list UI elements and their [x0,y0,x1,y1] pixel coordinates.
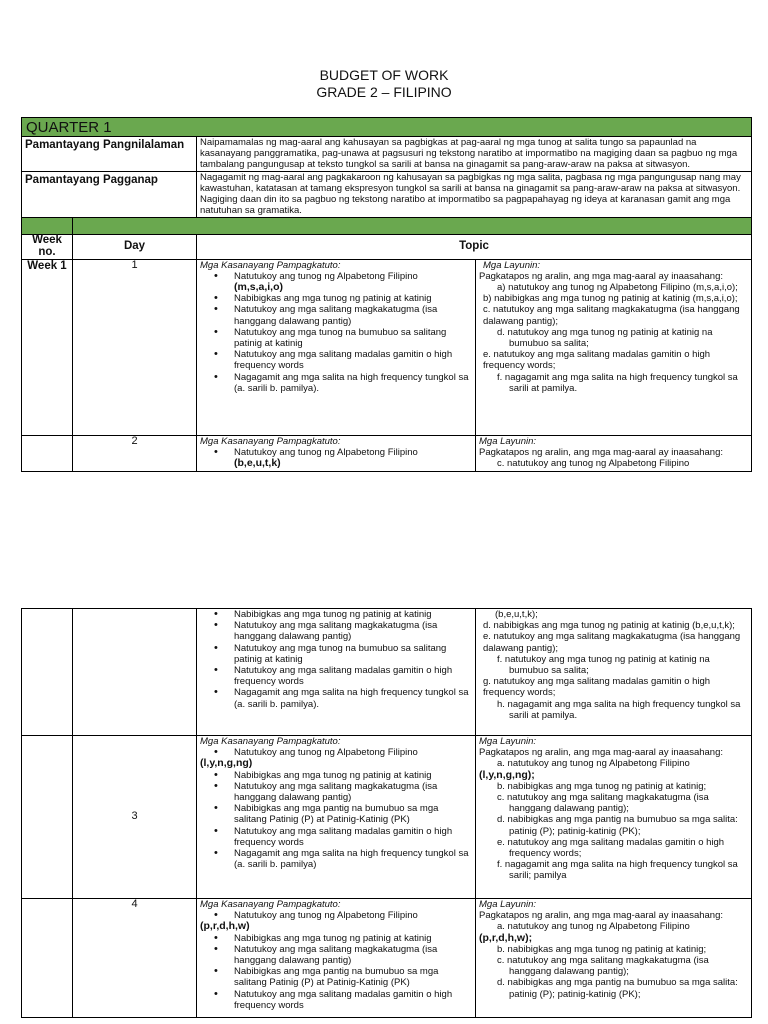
letters-label: (p,r,d,h,w) [200,920,250,933]
competency-item: • Natutukoy ang mga salitang magkakatugma (isa hanggang dalawang pantig) [234,944,472,966]
competency-item: • Natutukoy ang mga tunog na bumubuo sa salitang patinig at katinig [234,643,472,665]
objectives-cell [476,435,752,471]
quarter-label: QUARTER 1 [22,118,752,137]
objectives-intro: Pagkatapos ng aralin, ang mga mag-aaral ay inaasahang: [479,910,723,922]
letters-label: (m,s,a,i,o) [234,281,284,294]
week-1-label: Week 1 [22,259,73,435]
letters-label: (l,y,n,g,ng) [200,757,253,770]
competency-item: • Nagagamit ang mga salita na high frequency tungkol sa (a. sarili b. pamilya). [234,687,472,709]
competency-item: • Natutukoy ang mga salitang madalas gamitin o high frequency words [234,665,472,687]
objective-item: (b,e,u,t,k); [495,609,538,620]
objectives-cell [476,609,752,736]
objective-item: d. natutukoy ang mga tunog ng patinig at katinig na bumubuo sa salita; [497,326,713,350]
objectives-intro: Pagkatapos ng aralin, ang mga mag-aaral ay inaasahang: [479,270,723,282]
week-header: Week no. [22,234,73,259]
competency-item: • Natutukoy ang mga salitang magkakatugma (isa hanggang dalawang pantig) [234,304,472,326]
objective-list [479,781,748,882]
day-row-4 [22,899,752,1018]
competencies-cell [197,736,476,899]
objectives-intro: Pagkatapos ng aralin, ang mga mag-aaral ay inaasahang: [479,747,723,759]
objective-item: h. nagagamit ang mga salita na high frequency tungkol sa sarili at pamilya. [497,698,741,721]
competency-item: • Nagagamit ang mga salita na high frequency tungkol sa (a. sarili b. pamilya) [234,848,472,870]
letters-label: (l,y,n,g,ng); [479,768,535,781]
objectives-title: Mga Layunin: [479,435,537,447]
objectives-cell [476,736,752,899]
competencies-cell [197,435,476,471]
standard-row-performance [22,171,752,217]
competencies-title: Mga Kasanayang Pampagkatuto: [200,435,341,447]
objectives-cell [476,259,752,435]
objective-item: b. nabibigkas ang mga tunog ng patinig at katinig; [497,780,707,792]
competency-item: • Natutukoy ang mga salitang madalas gamitin o high frequency words [234,349,472,371]
content-standard-text: Naipamamalas ng mag-aaral ang kahusayan sa pagbigkas at pag-aaral ng mga tunog at salita tungo sa papaunlad na kasanayang panggramatika, pag-unawa at pagsusuri ng tekstong naratibo at impormatibo na magiging daan sa pagbuo ng mga tambalang pangungusap at teksto tungkol sa sarili at bansa na ginagamit sa pang-araw-araw na paksa at sitwasyon. [197,137,752,172]
day-header: Day [73,234,197,259]
objective-item: d. nabibigkas ang mga pantig na bumubuo sa mga salita: patinig (P); patinig-katinig (PK); [497,977,738,1000]
objective-item: a. natutukoy ang tunog ng Alpabetong Filipino [497,921,690,933]
objective-item: a. natutukoy ang tunog ng Alpabetong Filipino [497,758,690,770]
day-number: 3 [73,736,197,899]
performance-standard-text: Nagagamit ng mag-aaral ang pagkakaroon ng kahusayan sa pagbigkas ng mga salita, pagbasa ng mga pangungusap nang may kawastuhan, katatasan at tamang ekspresyon tungkol sa sarili at bansa na ginagamit sa pang-araw-araw na paksa at sitwasyon. Nagiging daan din ito sa pagbuo ng tekstong naratibo at impormatibo sa pagpapahayag ng ideya at karanasan gamit ang mga natutuhan sa gramatika. [197,171,752,217]
topic-header: Topic [197,234,752,259]
objective-item: f. nagagamit ang mga salita na high frequency tungkol sa sarili; pamilya [497,859,738,882]
competency-item: • Natutukoy ang tunog ng Alpabetong Filipino [234,271,472,282]
competency-item: • Nabibigkas ang mga tunog ng patinig at katinig [234,933,472,944]
standard-row-content [22,137,752,172]
content-standard-label: Pamantayang Pangnilalaman [22,137,197,172]
competencies-title: Mga Kasanayang Pampagkatuto: [200,259,341,271]
header-row [22,234,752,259]
competency-item: • Natutukoy ang tunog ng Alpabetong Filipino [234,910,472,921]
competency-item: • Natutukoy ang tunog ng Alpabetong Filipino [234,747,472,758]
performance-standard-label: Pamantayang Pagganap [22,171,197,217]
competency-item: • Nabibigkas ang mga pantig na bumubuo sa mga salitang Patinig (P) at Patinig-Katinig (PK) [234,966,472,988]
competencies-title: Mga Kasanayang Pampagkatuto: [200,899,341,910]
day-row-3 [22,736,752,899]
competency-item: • Nabibigkas ang mga tunog ng patinig at katinig [234,770,472,781]
competency-item: • Natutukoy ang mga salitang madalas gamitin o high frequency words [234,826,472,848]
objectives-intro: Pagkatapos ng aralin, ang mga mag-aaral ay inaasahang: [479,446,723,458]
competency-item: • Nabibigkas ang mga tunog ng patinig at katinig [234,609,472,620]
objective-item: a) natutukoy ang tunog ng Alpabetong Filipino (m,s,a,i,o); [497,282,738,294]
competency-item: • Nabibigkas ang mga pantig na bumubuo sa mga salitang Patinig (P) at Patinig-Katinig (PK) [234,803,472,825]
objective-item: f. nagagamit ang mga salita na high frequency tungkol sa sarili at pamilya. [497,371,738,394]
competencies-cell [197,899,476,1018]
objective-item: g. natutukoy ang mga salitang madalas gamitin o high frequency words; [483,676,711,699]
objectives-title: Mga Layunin: [479,736,537,747]
day-row-1 [22,259,752,435]
day-row-2-continued [22,609,752,736]
competencies-title: Mga Kasanayang Pampagkatuto: [200,736,341,747]
competency-item: • Natutukoy ang mga salitang magkakatugma (isa hanggang dalawang pantig) [234,781,472,803]
objective-item: c. natutukoy ang mga salitang magkakatugma (isa hanggang dalawang pantig); [483,304,740,327]
competency-item: • Natutukoy ang mga salitang madalas gamitin o high frequency words [234,989,472,1011]
document-subtitle: GRADE 2 – FILIPINO [316,84,452,100]
competencies-cell [197,259,476,435]
objective-item: e. natutukoy ang mga salitang madalas gamitin o high frequency words; [497,836,725,860]
competency-item: • Natutukoy ang mga tunog na bumubuo sa salitang patinig at katinig [234,327,472,349]
day-number: 2 [73,435,197,471]
objective-item: e. natutukoy ang mga salitang magkakatugma (isa hanggang dalawang pantig); [483,631,741,654]
objective-item: b) nabibigkas ang mga tunog ng patinig at katinig (m,s,a,i,o); [483,293,738,305]
objective-item: e. natutukoy ang mga salitang madalas gamitin o high frequency words; [483,349,711,372]
objective-list [479,282,748,394]
day-row-2 [22,435,752,471]
quarter-row [22,118,752,137]
objective-item: b. nabibigkas ang mga tunog ng patinig at katinig; [497,943,707,955]
day-number: 4 [73,899,197,1018]
document-title: BUDGET OF WORK [319,67,449,83]
objective-item: c. natutukoy ang mga salitang magkakatugma (isa hanggang dalawang pantig); [497,792,709,815]
objective-list [479,944,748,1000]
competency-item: • Natutukoy ang tunog ng Alpabetong Filipino [234,447,472,458]
objectives-cell [476,899,752,1018]
competency-item: • Nagagamit ang mga salita na high frequency tungkol sa (a. sarili b. pamilya). [234,372,472,394]
letters-label: (p,r,d,h,w); [479,931,533,944]
objectives-title: Mga Layunin: [483,259,541,271]
objectives-title: Mga Layunin: [479,899,537,910]
green-separator-row [22,217,752,234]
competency-item: • Nabibigkas ang mga tunog ng patinig at katinig [234,293,472,304]
objective-item: c. natutukoy ang mga salitang magkakatugma (isa hanggang dalawang pantig); [497,955,709,978]
day-number: 1 [73,259,197,435]
competency-item: • Natutukoy ang mga salitang magkakatugma (isa hanggang dalawang pantig) [234,620,472,642]
objective-item: d. nabibigkas ang mga pantig na bumubuo sa mga salita: patinig (P); patinig-katinig (PK); [497,814,738,837]
objective-item: f. natutukoy ang mga tunog ng patinig at katinig na bumubuo sa salita; [497,653,710,677]
budget-table-page-1 [21,117,752,472]
objective-item: d. nabibigkas ang mga tunog ng patinig at katinig (b,e,u,t,k); [483,620,735,632]
letters-label: (b,e,u,t,k) [234,457,281,470]
objective-item: c. natutukoy ang tunog ng Alpabetong Filipino [497,458,690,470]
competencies-cell [197,609,476,736]
budget-table-page-2 [21,608,752,1018]
objective-list [479,609,748,721]
